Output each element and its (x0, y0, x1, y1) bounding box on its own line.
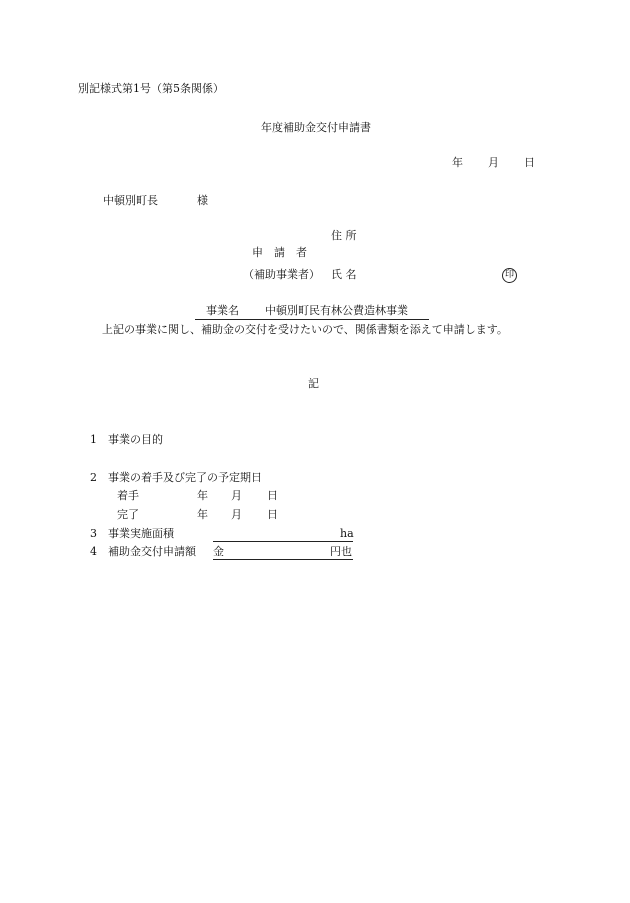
ki-heading: 記 (308, 377, 319, 390)
addressee-honorific: 様 (197, 194, 208, 207)
end-month: 月 (231, 508, 242, 521)
seal-mark: 印 (502, 268, 517, 283)
addressee-name: 中頓別町長 (103, 194, 158, 207)
end-label: 完了 (117, 508, 139, 521)
start-year: 年 (197, 489, 208, 502)
start-month: 月 (231, 489, 242, 502)
name-label: 氏 名 (331, 268, 357, 281)
project-name: 中頓別町民有林公費造林事業 (265, 304, 408, 317)
item-3-number: 3 (90, 527, 97, 540)
item-3-label: 事業実施面積 (108, 527, 174, 540)
applicant-label: 申 請 者 (252, 246, 307, 259)
end-day: 日 (267, 508, 278, 521)
item-1-label: 事業の目的 (108, 433, 163, 446)
area-underline (213, 527, 353, 542)
date-day-label: 日 (524, 156, 535, 169)
application-statement: 上記の事業に関し、補助金の交付を受けたいので、関係書類を添えて申請します。 (102, 323, 508, 336)
amount-prefix: 金 (213, 545, 224, 558)
date-year-label: 年 (452, 156, 463, 169)
start-label: 着手 (117, 489, 139, 502)
area-unit: ha (340, 527, 354, 540)
item-4-number: 4 (90, 545, 97, 558)
item-1-number: 1 (90, 433, 97, 446)
start-day: 日 (267, 489, 278, 502)
applicant-role-label: （補助事業者） (243, 268, 320, 281)
amount-suffix: 円也 (330, 545, 352, 558)
address-label: 住 所 (331, 229, 357, 242)
form-reference: 別記様式第1号（第5条関係） (78, 82, 224, 95)
document-title: 年度補助金交付申請書 (261, 121, 371, 134)
item-2-label: 事業の着手及び完了の予定期日 (108, 471, 262, 484)
project-label: 事業名 (206, 304, 239, 317)
item-2-number: 2 (90, 471, 97, 484)
item-4-label: 補助金交付申請額 (108, 545, 196, 558)
end-year: 年 (197, 508, 208, 521)
date-month-label: 月 (488, 156, 499, 169)
